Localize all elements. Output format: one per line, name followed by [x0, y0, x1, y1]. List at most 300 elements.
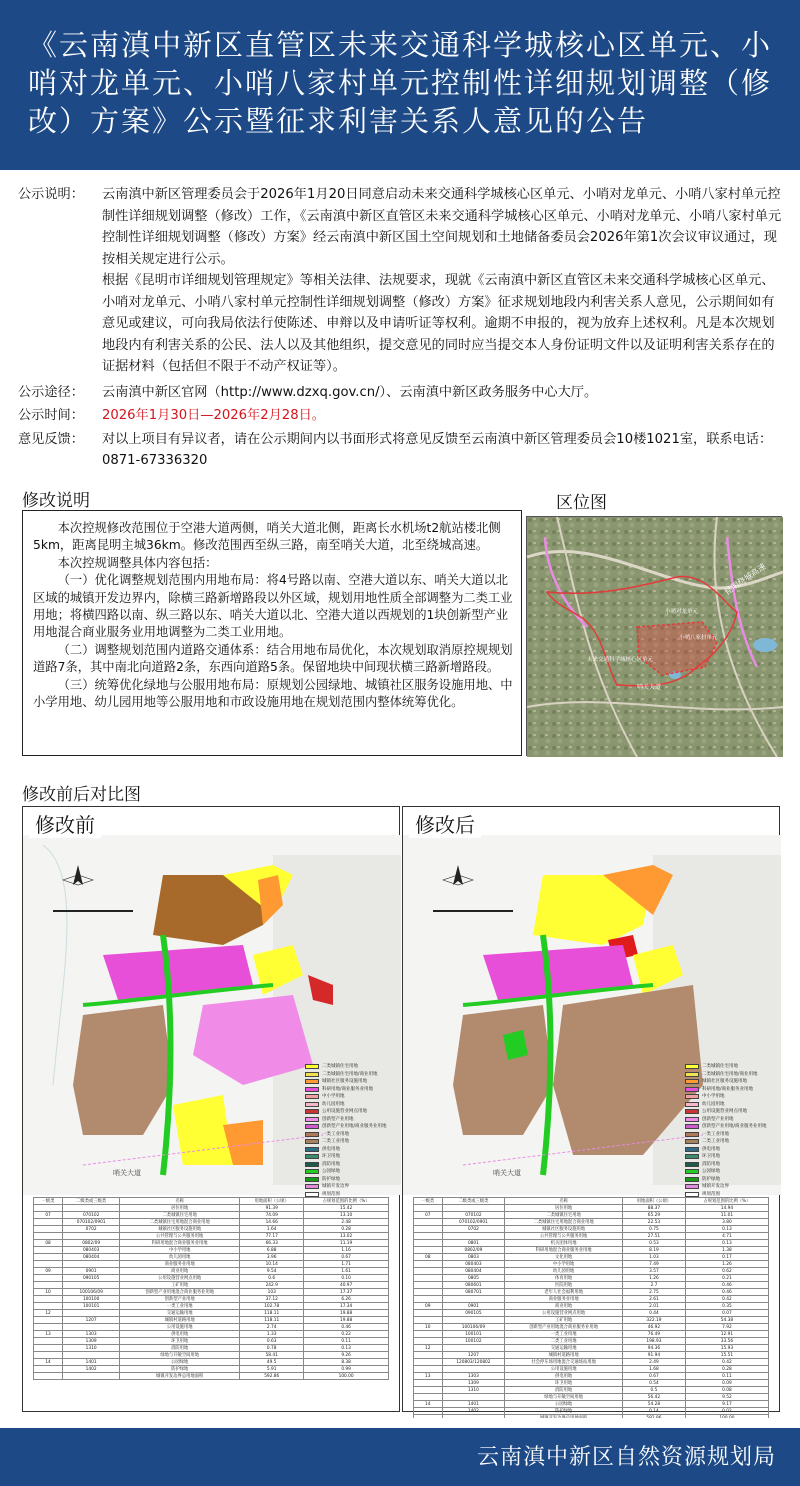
- table-cell: 3.57: [623, 1268, 686, 1275]
- table-row: [414, 1408, 769, 1415]
- table-cell: 二类城镇住宅用地混合商业用地: [120, 1219, 240, 1226]
- table-cell: [63, 1261, 120, 1268]
- table-cell: 0.53: [623, 1240, 686, 1247]
- table-header-cell: 占规划范围的比例（%）: [685, 1198, 768, 1205]
- table-cell: [414, 1331, 443, 1338]
- legend-label: 一类工业用地: [322, 1131, 349, 1137]
- legend-item: [685, 1161, 767, 1169]
- table-cell: [34, 1254, 63, 1261]
- table-cell: 1.38: [685, 1247, 768, 1254]
- table-cell: 1.68: [623, 1366, 686, 1373]
- legend-label: 创新型产业用地: [702, 1116, 734, 1122]
- table-cell: 0.63: [240, 1338, 304, 1345]
- table-row: [34, 1275, 389, 1282]
- table-row: [34, 1254, 389, 1261]
- location-section-title: 区位图: [556, 493, 607, 513]
- table-cell: [63, 1324, 120, 1331]
- legend-swatch: [685, 1139, 699, 1144]
- table-cell: [63, 1205, 120, 1212]
- notice-feedback-row: [18, 429, 784, 472]
- table-cell: 37.12: [240, 1296, 304, 1303]
- table-cell: 0.22: [304, 1331, 389, 1338]
- table-cell: 080601: [442, 1282, 505, 1289]
- table-cell: 2.49: [623, 1359, 686, 1366]
- table-cell: [414, 1310, 443, 1317]
- notice-channel-label: 公示途径：: [18, 384, 84, 400]
- table-cell: 76.49: [623, 1331, 686, 1338]
- table-cell: 13: [414, 1373, 443, 1380]
- legend-swatch: [685, 1169, 699, 1174]
- table-cell: 0.07: [685, 1310, 768, 1317]
- table-cell: 17.37: [304, 1289, 389, 1296]
- legend-item: [305, 1123, 387, 1131]
- table-cell: 0901: [442, 1303, 505, 1310]
- modification-p5: （三）统筹优化绿地与公服用地布局：原规划公园绿地、城镇社区服务设施用地、中小学用地、幼儿园用地等公服用地和市政设施用地在规划范围内整体统筹优化。: [33, 677, 513, 710]
- table-cell: 14.66: [240, 1219, 304, 1226]
- table-row: [414, 1394, 769, 1401]
- table-cell: [414, 1394, 443, 1401]
- table-cell: 198.93: [623, 1338, 686, 1345]
- table-cell: 老年人社会福利用地: [505, 1289, 623, 1296]
- table-cell: 77.17: [240, 1233, 304, 1240]
- table-row: [414, 1317, 769, 1324]
- table-cell: 2.61: [623, 1296, 686, 1303]
- table-cell: 二类工业用地: [505, 1338, 623, 1345]
- notice-time-label: 公示时间：: [18, 408, 84, 423]
- table-cell: [34, 1373, 63, 1380]
- legend-swatch: [685, 1072, 699, 1077]
- table-cell: 0805: [442, 1275, 505, 1282]
- table-cell: [414, 1289, 443, 1296]
- scale-bar: [53, 910, 133, 912]
- legend-label: 城镇开发边界: [322, 1184, 349, 1189]
- table-cell: 0.02: [685, 1408, 768, 1415]
- notice-time-row: [18, 405, 784, 427]
- table-row: [34, 1247, 389, 1254]
- legend-item: [685, 1101, 767, 1109]
- legend-label: 环卫用地: [702, 1154, 720, 1159]
- table-row: [414, 1275, 769, 1282]
- legend-item: [685, 1116, 767, 1124]
- compare-section-title: 修改前后对比图: [22, 785, 141, 805]
- table-header-cell: 占规划范围的比例（%）: [304, 1198, 389, 1205]
- table-cell: 0.13: [685, 1226, 768, 1233]
- table-cell: 公用设施营业网点用地: [505, 1310, 623, 1317]
- table-cell: 12: [34, 1310, 63, 1317]
- table-cell: 0802/09: [63, 1240, 120, 1247]
- table-cell: 机关团体用地: [505, 1240, 623, 1247]
- table-cell: 创新型产业用地混合商业服务业用地: [120, 1289, 240, 1296]
- table-cell: 1303: [63, 1331, 120, 1338]
- table-row: [34, 1366, 389, 1373]
- table-cell: 交通运输用地: [120, 1310, 240, 1317]
- table-cell: 文化用地: [505, 1254, 623, 1261]
- table-cell: 102.78: [240, 1303, 304, 1310]
- legend-swatch: [685, 1117, 699, 1122]
- legend-swatch: [305, 1079, 319, 1084]
- table-cell: 0.13: [685, 1240, 768, 1247]
- table-row: [34, 1359, 389, 1366]
- after-table: [413, 1197, 769, 1422]
- notice-desc-p1: 云南滇中新区管理委员会于2026年1月20日同意启动未来交通科学城核心区单元、小哨对龙单元、小哨八家村单元控制性详细规划调整（修改）工作，《云南滇中新区直管区未来交通科学城核心区单元、小哨对龙单元、小哨八家村单元控制性详细规划调整（修改）方案》经云南滇中新区国土空间规划和土地储备委员会2026年第1次会议审议通过，现按相关规定进行公示。: [102, 187, 782, 267]
- table-cell: 22.53: [623, 1219, 686, 1226]
- legend-swatch: [685, 1094, 699, 1099]
- table-cell: 1310: [442, 1387, 505, 1394]
- after-panel-title: 修改后: [409, 809, 481, 838]
- table-header-row: [414, 1198, 769, 1205]
- notice-desc-p2: 根据《昆明市详细规划管理规定》等相关法律、法规要求，现就《云南滇中新区直管区未来交通科学城核心区单元、小哨对龙单元、小哨八家村单元控制性详细规划调整（修改）方案》征求规划地段内利害关系人意见，公示期间如有意见或建议，可向我局依法行使陈述、申辩以及申请听证等权利。逾期不申报的，视为放弃上述权利。凡是本次规划地段内有利害关系的公民、法人以及其他组织，提交意见的同时应当提交本人身份证明文件以及证明利害关系存在的证据材料（包括但不限于不动产权证等）。: [102, 273, 775, 374]
- table-cell: 14: [414, 1401, 443, 1408]
- location-label-ring-road: 昆明绕城高速: [722, 561, 768, 597]
- table-row: [34, 1240, 389, 1247]
- table-cell: 交通运输用地: [505, 1345, 623, 1352]
- table-row: [414, 1296, 769, 1303]
- table-cell: 40.97: [304, 1282, 389, 1289]
- scale-bar: [433, 910, 513, 912]
- table-row: [34, 1261, 389, 1268]
- table-cell: 592.86: [240, 1373, 304, 1380]
- table-row: [414, 1289, 769, 1296]
- table-cell: 0.21: [685, 1275, 768, 1282]
- table-row: [414, 1401, 769, 1408]
- table-cell: 1402: [442, 1408, 505, 1415]
- legend-item: [305, 1078, 387, 1086]
- table-cell: 0.78: [240, 1345, 304, 1352]
- legend-label: 消防用地: [322, 1161, 340, 1167]
- table-cell: 0.09: [685, 1380, 768, 1387]
- table-cell: 08: [414, 1254, 443, 1261]
- table-cell: 城镇社区服务设施用地: [505, 1226, 623, 1233]
- table-cell: 2.7: [623, 1282, 686, 1289]
- table-cell: [34, 1366, 63, 1373]
- table-cell: 3.96: [240, 1254, 304, 1261]
- table-cell: 0.62: [685, 1268, 768, 1275]
- table-cell: 58.41: [240, 1352, 304, 1359]
- legend-label: 中小学用地: [322, 1094, 345, 1099]
- table-cell: 0901: [63, 1268, 120, 1275]
- table-cell: 0.11: [304, 1338, 389, 1345]
- location-map-image: [527, 517, 783, 757]
- legend-swatch: [305, 1132, 319, 1137]
- table-cell: 0802/09: [442, 1247, 505, 1254]
- table-cell: 91.94: [623, 1352, 686, 1359]
- legend-item: [305, 1116, 387, 1124]
- table-cell: 0.54: [623, 1380, 686, 1387]
- legend-item: [685, 1153, 767, 1161]
- table-cell: 070102: [63, 1212, 120, 1219]
- table-cell: 公用设施用地: [120, 1324, 240, 1331]
- table-cell: [414, 1366, 443, 1373]
- legend-swatch: [305, 1124, 319, 1129]
- legend-label: 公用设施营业网点用地: [322, 1109, 367, 1114]
- table-cell: 中小学用地: [120, 1247, 240, 1254]
- table-cell: 19.88: [304, 1317, 389, 1324]
- table-cell: 100.00: [304, 1373, 389, 1380]
- legend-item: [685, 1123, 767, 1131]
- table-cell: 080404: [63, 1254, 120, 1261]
- table-cell: 100101: [63, 1303, 120, 1310]
- table-cell: 消防用地: [505, 1387, 623, 1394]
- table-cell: 09: [34, 1268, 63, 1275]
- table-cell: 65.29: [623, 1212, 686, 1219]
- table-cell: 0.46: [304, 1324, 389, 1331]
- legend-label: 科研用地/商业服务业用地: [702, 1086, 754, 1092]
- table-cell: 2.01: [623, 1303, 686, 1310]
- table-cell: [414, 1205, 443, 1212]
- legend-label: 规划范围: [702, 1191, 720, 1197]
- table-cell: 2.74: [240, 1324, 304, 1331]
- table-row: [34, 1373, 389, 1380]
- table-cell: [34, 1345, 63, 1352]
- legend-label: 规划范围: [322, 1191, 340, 1197]
- table-cell: 0702: [442, 1226, 505, 1233]
- legend-swatch: [305, 1072, 319, 1077]
- table-cell: [34, 1303, 63, 1310]
- legend-swatch: [305, 1162, 319, 1167]
- table-cell: 13: [34, 1331, 63, 1338]
- table-cell: [414, 1338, 443, 1345]
- table-cell: [34, 1261, 63, 1268]
- table-cell: [63, 1373, 120, 1380]
- legend-label: 二类城镇住宅用地/商业用地: [702, 1071, 758, 1077]
- table-cell: 9.52: [685, 1394, 768, 1401]
- table-cell: 0702: [63, 1226, 120, 1233]
- table-row: [34, 1345, 389, 1352]
- table-header-cell: 二级类或三级类: [63, 1198, 120, 1205]
- table-header-cell: 一级类: [34, 1198, 63, 1205]
- modification-p4: （二）调整规划范围内道路交通体系：结合用地布局优化，本次规划取消原控规规划道路7条，其中南北向道路2条，东西向道路5条。保留地块中间现状横三路新增路段。: [33, 642, 513, 675]
- legend-item: [305, 1063, 387, 1071]
- legend-label: 二类城镇住宅用地: [322, 1064, 358, 1069]
- table-cell: 0.28: [685, 1366, 768, 1373]
- table-cell: 14.94: [685, 1205, 768, 1212]
- legend-item: [305, 1183, 387, 1191]
- legend-label: 公园绿地: [702, 1169, 720, 1174]
- table-row: [414, 1366, 769, 1373]
- table-row: [34, 1331, 389, 1338]
- table-cell: 一类工业用地: [120, 1303, 240, 1310]
- table-header-cell: 一级类: [414, 1198, 443, 1205]
- table-cell: 100102: [442, 1338, 505, 1345]
- table-cell: 0.11: [685, 1373, 768, 1380]
- table-cell: 1310: [63, 1345, 120, 1352]
- legend-label: 城镇开发边界: [702, 1184, 729, 1189]
- table-cell: [414, 1247, 443, 1254]
- legend-swatch: [305, 1184, 319, 1189]
- table-cell: 0803: [442, 1254, 505, 1261]
- table-cell: [442, 1296, 505, 1303]
- legend-item: [685, 1138, 767, 1146]
- legend-swatch: [305, 1109, 319, 1114]
- footer-org: 云南滇中新区自然资源规划局: [476, 1445, 776, 1470]
- table-row: [34, 1324, 389, 1331]
- location-map: [526, 516, 782, 756]
- table-cell: 103: [240, 1289, 304, 1296]
- table-cell: 17.34: [304, 1303, 389, 1310]
- table-cell: 33.56: [685, 1338, 768, 1345]
- location-label-bajiacun: 小哨八家村单元: [679, 635, 718, 641]
- table-cell: 2.48: [304, 1219, 389, 1226]
- table-cell: 8.38: [304, 1359, 389, 1366]
- table-cell: 社会停车场用地混合交通场站用地: [505, 1359, 623, 1366]
- after-legend: [685, 1063, 767, 1198]
- legend-swatch: [685, 1102, 699, 1107]
- modification-section-title: 修改说明: [22, 491, 90, 511]
- table-cell: 0.10: [304, 1275, 389, 1282]
- table-cell: 11.19: [304, 1240, 389, 1247]
- table-cell: 118.11: [240, 1317, 304, 1324]
- legend-item: [305, 1101, 387, 1109]
- table-cell: 商业用地: [505, 1303, 623, 1310]
- legend-label: 中小学用地: [702, 1094, 725, 1099]
- modification-p2: 本次控规调整具体内容包括：: [57, 555, 218, 570]
- table-cell: 供电用地: [120, 1331, 240, 1338]
- table-cell: [414, 1282, 443, 1289]
- table-cell: 0.08: [685, 1387, 768, 1394]
- table-cell: [414, 1240, 443, 1247]
- legend-item: [685, 1131, 767, 1139]
- table-row: [414, 1310, 769, 1317]
- legend-swatch: [305, 1094, 319, 1099]
- page-title: 《云南滇中新区直管区未来交通科学城核心区单元、小哨对龙单元、小哨八家村单元控制性详细规划调整（修改）方案》公示暨征求利害关系人意见的公告: [28, 28, 773, 138]
- table-cell: 0.28: [304, 1226, 389, 1233]
- table-cell: 54.28: [623, 1401, 686, 1408]
- table-cell: 防护绿地: [120, 1366, 240, 1373]
- legend-item: [685, 1183, 767, 1191]
- table-cell: 15.51: [685, 1352, 768, 1359]
- page-footer: [0, 1418, 800, 1486]
- table-cell: 49.5: [240, 1359, 304, 1366]
- table-cell: 商业服务业用地: [120, 1261, 240, 1268]
- table-row: [414, 1387, 769, 1394]
- table-cell: 10: [414, 1324, 443, 1331]
- table-cell: 1.64: [240, 1226, 304, 1233]
- table-row: [34, 1338, 389, 1345]
- table-cell: 防护绿地: [505, 1408, 623, 1415]
- table-cell: 7.49: [623, 1261, 686, 1268]
- table-cell: 118.11: [240, 1310, 304, 1317]
- table-cell: 090105: [63, 1275, 120, 1282]
- legend-item: [305, 1108, 387, 1116]
- table-cell: [414, 1408, 443, 1415]
- table-cell: 54.38: [685, 1317, 768, 1324]
- page-header: [0, 0, 800, 170]
- table-cell: 2.75: [623, 1289, 686, 1296]
- table-cell: [63, 1310, 120, 1317]
- legend-label: 二类工业用地: [702, 1139, 729, 1144]
- table-cell: 070102: [442, 1212, 505, 1219]
- table-cell: 100100: [63, 1296, 120, 1303]
- table-cell: 6.88: [240, 1247, 304, 1254]
- footer-stripe: [0, 1418, 800, 1428]
- table-cell: [414, 1233, 443, 1240]
- table-row: [414, 1359, 769, 1366]
- legend-item: [305, 1071, 387, 1079]
- modification-p3: （一）优化调整规划范围内用地布局：将4号路以南、空港大道以东、哨关大道以北区域的城镇开发边界内，除横三路新增路段以外区域，规划用地性质全部调整为二类工业用地；将横四路以南、纵三路以东、哨关大道以北、空港大道以西规划的1块创新型产业用地混合商业服务业用地调整为二类工业用地。: [33, 573, 513, 640]
- table-cell: 12.91: [685, 1331, 768, 1338]
- table-row: [414, 1373, 769, 1380]
- legend-swatch: [305, 1177, 319, 1182]
- table-row: [414, 1219, 769, 1226]
- table-cell: 19.88: [304, 1310, 389, 1317]
- legend-item: [685, 1078, 767, 1086]
- legend-item: [685, 1071, 767, 1079]
- table-cell: [414, 1352, 443, 1359]
- after-panel: [402, 806, 780, 1412]
- table-cell: 1309: [63, 1338, 120, 1345]
- legend-item: [685, 1063, 767, 1071]
- legend-item: [685, 1146, 767, 1154]
- table-cell: [34, 1338, 63, 1345]
- table-row: [414, 1345, 769, 1352]
- table-cell: 居住用地: [505, 1205, 623, 1212]
- location-label-duilong: 小哨对龙单元: [665, 609, 699, 615]
- table-cell: 0.13: [304, 1345, 389, 1352]
- legend-label: 城镇社区服务设施用地: [702, 1079, 747, 1084]
- table-row: [34, 1317, 389, 1324]
- legend-swatch: [305, 1064, 319, 1069]
- table-cell: 城镇社区服务设施用地: [120, 1226, 240, 1233]
- table-cell: 66.33: [240, 1240, 304, 1247]
- table-cell: 11.01: [685, 1212, 768, 1219]
- table-cell: 27.51: [623, 1233, 686, 1240]
- legend-swatch: [305, 1102, 319, 1107]
- modification-p1: 本次控规修改范围位于空港大道两侧，哨关大道北侧，距离长水机场t2航站楼北侧5km，距离昆明主城36km。修改范围西至纵三路，南至哨关大道，北至绕城高速。: [33, 521, 501, 553]
- notice-time-value: 2026年1月30日—2026年2月28日。: [102, 408, 325, 423]
- table-row: [34, 1282, 389, 1289]
- legend-swatch: [305, 1192, 319, 1197]
- table-cell: [34, 1233, 63, 1240]
- table-row: [414, 1352, 769, 1359]
- table-cell: 创新型产业用地: [120, 1296, 240, 1303]
- table-cell: 商业用地: [120, 1268, 240, 1275]
- before-panel-title: 修改前: [29, 809, 101, 838]
- table-cell: 15.93: [685, 1345, 768, 1352]
- table-cell: [442, 1394, 505, 1401]
- table-row: [34, 1205, 389, 1212]
- table-cell: 1.61: [304, 1268, 389, 1275]
- legend-label: 防护绿地: [322, 1176, 340, 1182]
- table-row: [34, 1219, 389, 1226]
- table-cell: 1401: [63, 1359, 120, 1366]
- table-cell: 1207: [442, 1352, 505, 1359]
- table-cell: 080403: [63, 1247, 120, 1254]
- table-cell: 0.99: [304, 1366, 389, 1373]
- table-cell: 13.10: [304, 1212, 389, 1219]
- table-cell: 080403: [442, 1261, 505, 1268]
- table-cell: [34, 1247, 63, 1254]
- legend-swatch: [685, 1147, 699, 1152]
- legend-item: [685, 1176, 767, 1184]
- table-cell: 8.19: [623, 1247, 686, 1254]
- table-cell: 12: [414, 1345, 443, 1352]
- table-cell: [414, 1261, 443, 1268]
- legend-label: 创新型产业用地/商业服务业用地: [702, 1124, 767, 1129]
- legend-label: 公用设施营业网点用地: [702, 1109, 747, 1114]
- legend-label: 创新型产业用地/商业服务业用地: [322, 1124, 387, 1129]
- table-header-row: [34, 1198, 389, 1205]
- legend-label: 供电用地: [702, 1146, 720, 1152]
- table-cell: 09: [414, 1303, 443, 1310]
- legend-label: 一类工业用地: [702, 1131, 729, 1137]
- table-cell: 56.42: [623, 1394, 686, 1401]
- table-cell: [414, 1359, 443, 1366]
- table-row: [414, 1380, 769, 1387]
- table-row: [414, 1254, 769, 1261]
- legend-item: [305, 1086, 387, 1094]
- table-cell: 城镇开发边界总用地面积: [120, 1373, 240, 1380]
- table-cell: 1.33: [240, 1331, 304, 1338]
